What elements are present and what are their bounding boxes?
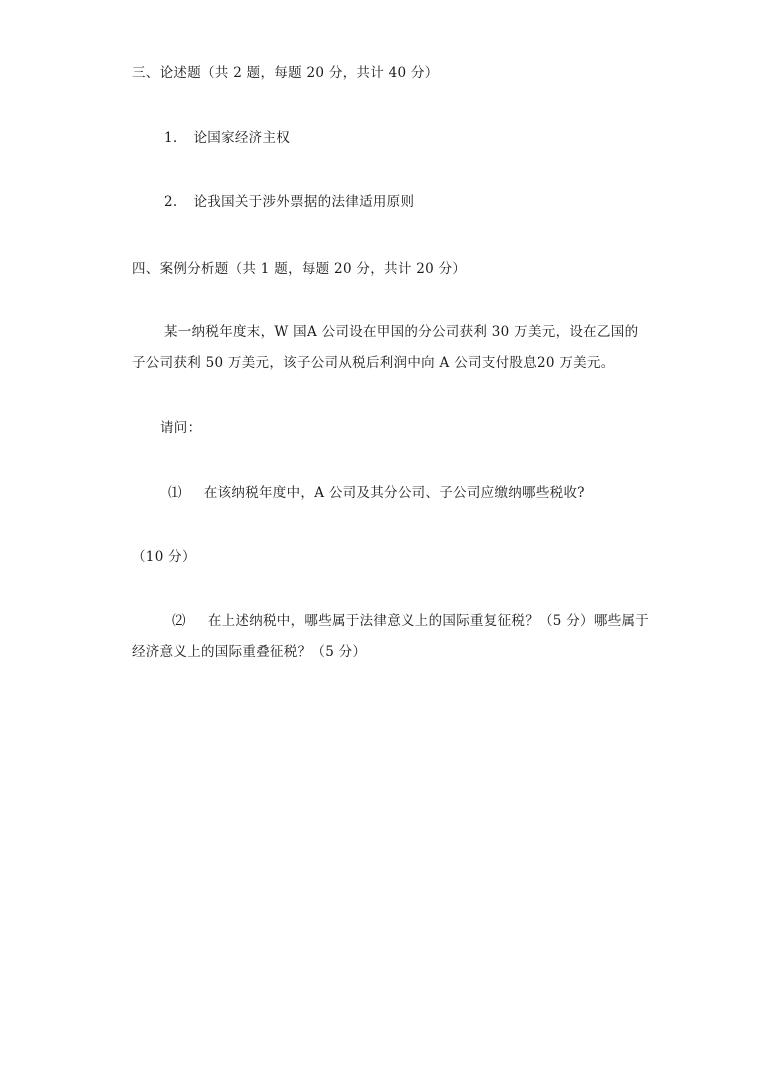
section3-heading: 三、论述题（共 2 题，每题 20 分，共计 40 分） — [132, 65, 439, 81]
essay-question-2-number: 2. — [164, 194, 178, 210]
essay-question-1-number: 1. — [164, 130, 178, 146]
essay-question-2-text: 论我国关于涉外票据的法律适用原则 — [193, 194, 415, 210]
section4-heading: 四、案例分析题（共 1 题，每题 20 分，共计 20 分） — [132, 261, 467, 277]
sub-question-2-marker: ⑵ — [172, 613, 186, 629]
case-paragraph-line-2: 子公司获利 50 万美元，该子公司从税后利润中向 A 公司支付股息20 万美元。 — [132, 355, 615, 371]
sub-question-1-marker: ⑴ — [168, 485, 182, 501]
sub-question-1-text: 在该纳税年度中，A 公司及其分公司、子公司应缴纳哪些税收? — [203, 485, 585, 501]
essay-question-1 — [164, 132, 290, 146]
essay-question-2 — [164, 196, 414, 210]
essay-question-1-text: 论国家经济主权 — [193, 130, 291, 146]
sub-question-1 — [168, 487, 585, 501]
sub-question-2-text-line-1: 在上述纳税中，哪些属于法律意义上的国际重复征税？（5 分）哪些属于 — [207, 613, 650, 629]
sub-question-1-score: （10 分） — [132, 549, 196, 565]
case-paragraph-line-1: 某一纳税年度末，W 国A 公司设在甲国的分公司获利 30 万美元，设在乙国的 — [164, 324, 639, 340]
sub-question-2-text-line-2: 经济意义上的国际重叠征税？（5 分） — [132, 644, 367, 660]
sub-question-2 — [172, 615, 649, 629]
question-prompt: 请问： — [160, 420, 202, 436]
